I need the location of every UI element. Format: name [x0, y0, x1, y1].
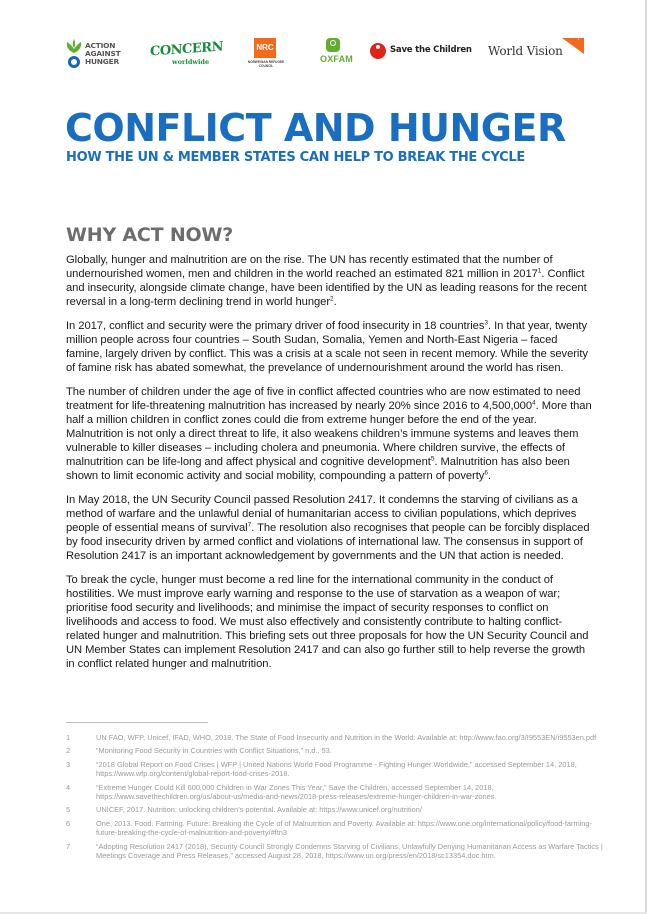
footnotes	[66, 733, 606, 864]
body-text	[66, 253, 596, 681]
star-icon: +	[577, 36, 581, 42]
paragraph-text: . More than half a million children in conflict zones could die from extreme hunger before the end of the year. Malnutrition is not only a direct threat to life, it also weakens children’s immune systems and leaves them vulnerable to killer diseases – including cholera and pneumonia. Where children survive, the effects of malnutrition can be life-long and affect physical and cognitive development	[66, 400, 592, 468]
logo-text: OXFAM	[320, 54, 354, 64]
footnote-number: 5	[66, 805, 71, 815]
child-figure-icon	[370, 43, 386, 59]
world-vision-logo	[488, 36, 584, 76]
partner-logos	[64, 36, 584, 76]
footnote-number: 6	[66, 818, 71, 828]
logo-subtext: worldwide	[172, 58, 210, 66]
paragraph-text: In May 2018, the UN Security Council passed Resolution 2417. It condemns the starving of civilians as a method of warfare and the unlawful denial of humanitarian access to civilian populations, which deprives people of essential means of survival	[66, 494, 578, 534]
paragraph-text: . The resolution also recognises that people can be forcibly displaced by food insecurity driven by armed conflict and violations of international law. The consensus in support of Resolution 2417 is an important acknowledgement by governments and the UN that action is needed.	[66, 522, 590, 562]
body-paragraph	[66, 253, 596, 309]
body-paragraph	[66, 573, 596, 671]
footnote-ref[interactable]: 1	[537, 267, 542, 275]
logo-subtext: NORWEGIAN REFUGEE COUNCIL	[247, 60, 285, 68]
body-paragraph	[66, 385, 596, 483]
footnote-item	[66, 733, 606, 742]
logo-text: CONCERN	[150, 39, 223, 60]
footnote-item	[66, 783, 606, 802]
paragraph-text: .	[487, 470, 491, 482]
logo-text: Save the Children	[390, 45, 472, 55]
footnote-number: 2	[66, 746, 71, 756]
leaf-icon	[66, 39, 82, 53]
footnote-ref[interactable]: 2	[330, 295, 334, 303]
paragraph-text: . Malnutrition has also been shown to limit economic activity and social mobility, compounding a pattern of poverty	[66, 456, 570, 482]
logo-box-text: NRC	[254, 38, 276, 58]
footnote-text: “Monitoring Food Security in Countries with Conflict Situations,” n.d., 53.	[96, 746, 332, 756]
oxfam-figure-icon	[326, 38, 340, 52]
oxfam-logo	[316, 36, 354, 76]
action-against-hunger-logo	[64, 36, 126, 76]
footnote-ref[interactable]: 6	[484, 469, 488, 477]
footnote-text: UN FAO, WFP, Unicef, IFAD, WHO, 2018. The State of Food Insecurity and Nutrition in the World: Available at: http://www.fao.org/3/I9553EN/i9553en.pdf	[96, 733, 597, 742]
footnote-ref[interactable]: 7	[247, 521, 252, 529]
paragraph-text: . In that year, twenty million people across four countries – South Sudan, Somalia, Yemen and North-East Nigeria – faced famine, largely driven by conflict. This was a crisis at a scale not seen in recent memory. While the severity of famine risk has abated somewhat, the prevelance of undernourishment around the world has risen.	[66, 320, 588, 374]
paragraph-text: In 2017, conflict and security were the primary driver of food insecurity in 18 countries	[66, 320, 485, 332]
paragraph-text: Globally, hunger and malnutrition are on the rise. The UN has recently estimated that the number of undernourished women, men and children in the world reached an estimated 821 million in 2017	[66, 254, 553, 280]
footnote-ref[interactable]: 4	[532, 399, 536, 407]
footnote-ref[interactable]: 3	[484, 319, 488, 327]
ring-icon	[68, 56, 80, 68]
footnote-item	[66, 760, 606, 779]
paragraph-text: To break the cycle, hunger must become a red line for the international community in the conduct of hostilities. We must improve early warning and response to the use of starvation as a weapon of war; prioritise food security and livelihoods; and minimise the impact of security responses to conflict on livelihoods and access to food. We must also effectively and consistently contribute to halting conflict-related hunger and malnutrition. This briefing sets out three proposals for how the UN Security Council and UN Member States can implement Resolution 2417 and can also go further still to help reverse the growth in conflict related hunger and malnutrition.	[66, 574, 589, 670]
footnote-number: 7	[66, 841, 71, 851]
footnote-item	[66, 746, 606, 755]
logo-text-line: HUNGER	[85, 57, 119, 66]
nrc-logo	[243, 36, 291, 76]
paragraph-text: The number of children under the age of five in conflict affected countries who are now estimated to need treatment for life-threatening malnutrition has increased by nearly 20% since 2016 to 4,500,000	[66, 386, 581, 412]
footnote-item	[66, 819, 606, 838]
body-paragraph	[66, 319, 596, 375]
logo-text: World Vision	[488, 44, 563, 58]
footnote-text: “Extreme Hunger Could Kill 600,000 Children in War Zones This Year,” Save the Children, accessed September 14, 2018, https://www.savethechildren.org/us/about-us/media-and-news/2018-press-releases/extreme-hunger-children-in-war-zones.	[96, 782, 497, 802]
footnote-ref[interactable]: 5	[430, 455, 435, 463]
footnote-divider	[66, 722, 208, 723]
footnote-text: One, 2013. Food. Farming. Future: Breaking the Cycle of of Malnutrition and Poverty. Available at: https://www.one.org/international/policy/food-farming-future-breaking-the-cycle-of-malnutrition-and-poverty/#ftn3	[96, 818, 592, 838]
page-title: CONFLICT AND HUNGER	[65, 106, 566, 150]
save-the-children-logo	[368, 36, 478, 76]
section-heading: WHY ACT NOW?	[66, 224, 234, 246]
paragraph-text: . Conflict and insecurity, alongside climate change, have been identified by the UN as leading reasons for the recent reversal in a long-term declining trend in world hunger	[66, 268, 587, 308]
footnote-text: UNICEF, 2017. Nutrition: unlocking children’s potential. Available at: https://www.unicef.org/nutrition/	[96, 805, 422, 815]
logo-text-line: AGAINST	[85, 49, 121, 58]
footnote-text: “2018 Global Report on Food Crises | WFP | United Nations World Food Programme - Fighting Hunger Worldwide,” accessed September 14, 2018, https://www.wfp.org/content/global-report-food-crises-2018.	[96, 759, 577, 779]
logo-text-line: ACTION	[85, 41, 116, 50]
body-paragraph	[66, 493, 596, 563]
footnote-item	[66, 805, 606, 814]
page-subtitle: HOW THE UN & MEMBER STATES CAN HELP TO BREAK THE CYCLE	[66, 150, 525, 165]
footnote-item	[66, 842, 606, 861]
paragraph-text: .	[333, 296, 337, 308]
footnote-number: 4	[66, 782, 71, 792]
concern-worldwide-logo	[150, 36, 223, 76]
footnote-text: “Adopting Resolution 2417 (2018), Security Council Strongly Condemns Starving of Civilians, Unlawfully Denying Humanitarian Access as Warfare Tactics | Meetings Coverage and Press Releases,” accessed August 28, 2018, https://www.un.org/press/en/2018/sc13354.doc.htm.	[96, 841, 603, 861]
footnote-number: 1	[66, 733, 71, 742]
footnote-number: 3	[66, 759, 71, 769]
